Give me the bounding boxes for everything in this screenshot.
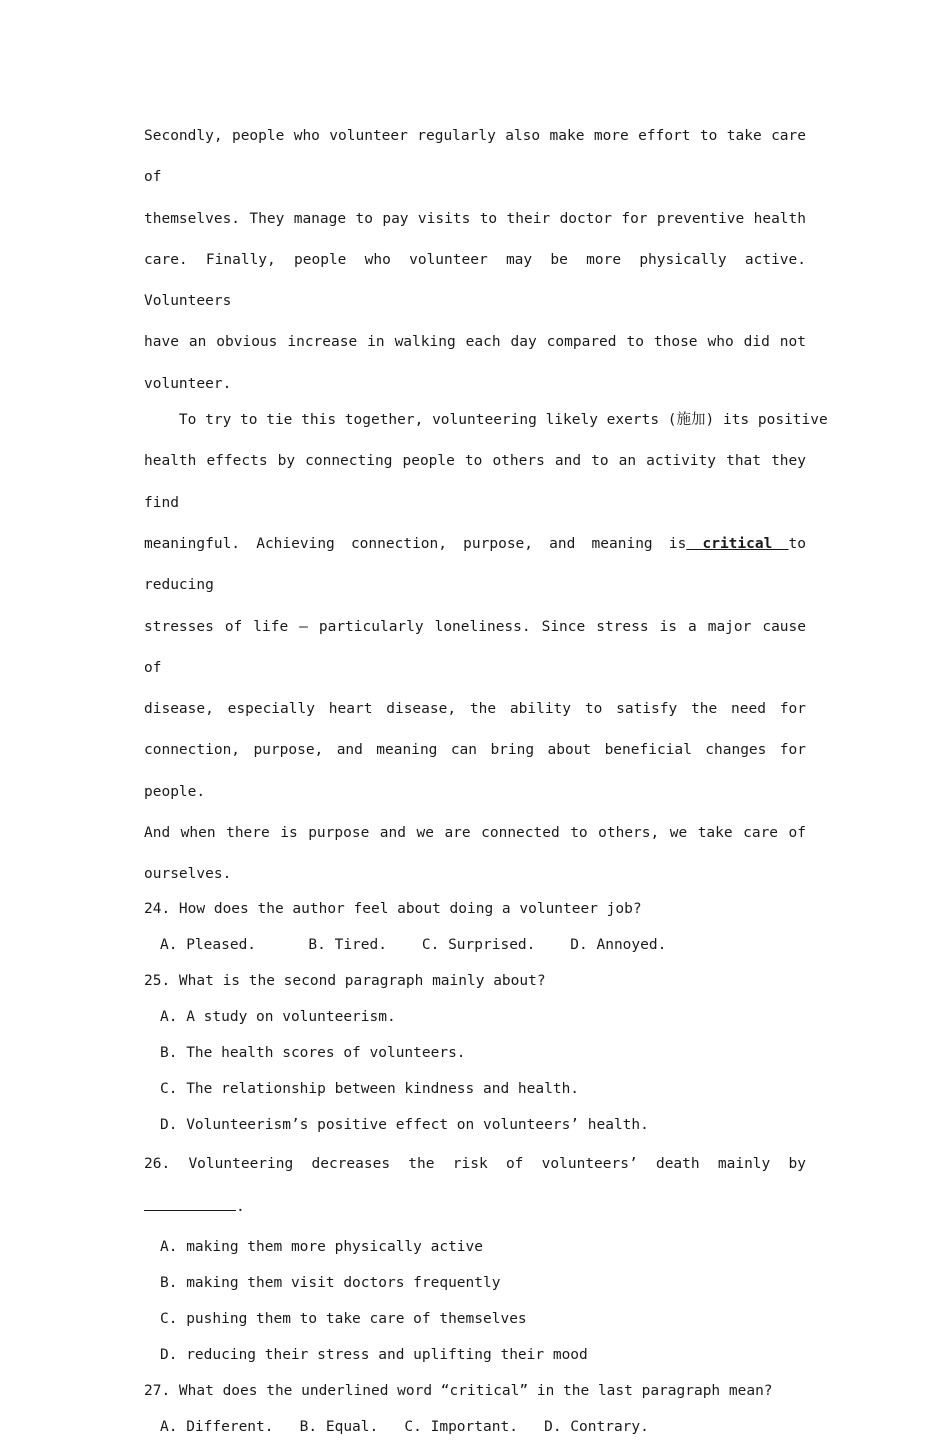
answer-blank: . (144, 1199, 245, 1215)
text-line: ourselves. (144, 866, 232, 883)
question-27 (144, 1373, 806, 1445)
text-line-with-underline (144, 524, 806, 607)
text-line: 26. Volunteering decreases the risk of volunteers’ death mainly by (144, 1155, 806, 1172)
question-25 (144, 963, 806, 1143)
passage-paragraph-1 (144, 116, 806, 405)
option-d: D. Volunteerism’s positive effect on volunteers’ health. (160, 1116, 649, 1133)
option-d: D. reducing their stress and uplifting their mood (160, 1346, 588, 1363)
option-b: B. making them visit doctors frequently (160, 1274, 501, 1291)
text-line: have an obvious increase in walking each day compared to those who did not (144, 334, 806, 351)
text-line: stresses of life — particularly loneliness. Since stress is a major cause of (144, 618, 806, 676)
text-segment: to reducing (144, 535, 806, 594)
text-line: volunteer. (144, 375, 232, 392)
text-line: And when there is purpose and we are connected to others, we take care of (144, 825, 806, 842)
text-line: disease, especially heart disease, the ability to satisfy the need for (144, 701, 806, 718)
question-stem (144, 1143, 806, 1229)
question-stem: 27. What does the underlined word “critical” in the last paragraph mean? (144, 1382, 773, 1399)
passage-paragraph-2 (144, 400, 828, 896)
text-segment: meaningful. Achieving connection, purpose, and meaning is (144, 535, 687, 552)
text-line: Secondly, people who volunteer regularly also make more effort to take care of (144, 128, 806, 186)
option-a: A. A study on volunteerism. (160, 1008, 396, 1025)
question-24 (144, 891, 806, 963)
question-options: A. Pleased. B. Tired. C. Surprised. D. Annoyed. (160, 936, 667, 953)
option-a: A. making them more physically active (160, 1238, 484, 1255)
option-b: B. The health scores of volunteers. (160, 1044, 466, 1061)
text-line: connection, purpose, and meaning can bring about beneficial changes for people. (144, 742, 806, 800)
text-line: To try to tie this together, volunteering likely exerts (施加) its positive (144, 412, 828, 429)
text-line: care. Finally, people who volunteer may be more physically active. Volunteers (144, 251, 806, 310)
question-stem: 25. What is the second paragraph mainly about? (144, 972, 546, 989)
text-line: themselves. They manage to pay visits to their doctor for preventive health (144, 210, 806, 227)
question-26 (144, 1143, 806, 1373)
option-c: C. pushing them to take care of themselves (160, 1310, 527, 1327)
question-options: A. Different. B. Equal. C. Important. D. Contrary. (160, 1418, 649, 1435)
option-c: C. The relationship between kindness and health. (160, 1080, 580, 1097)
text-line: health effects by connecting people to others and to an activity that they find (144, 453, 806, 511)
question-stem: 24. How does the author feel about doing a volunteer job? (144, 900, 642, 917)
underlined-word-critical: critical (686, 535, 789, 552)
document-page (144, 116, 828, 1445)
